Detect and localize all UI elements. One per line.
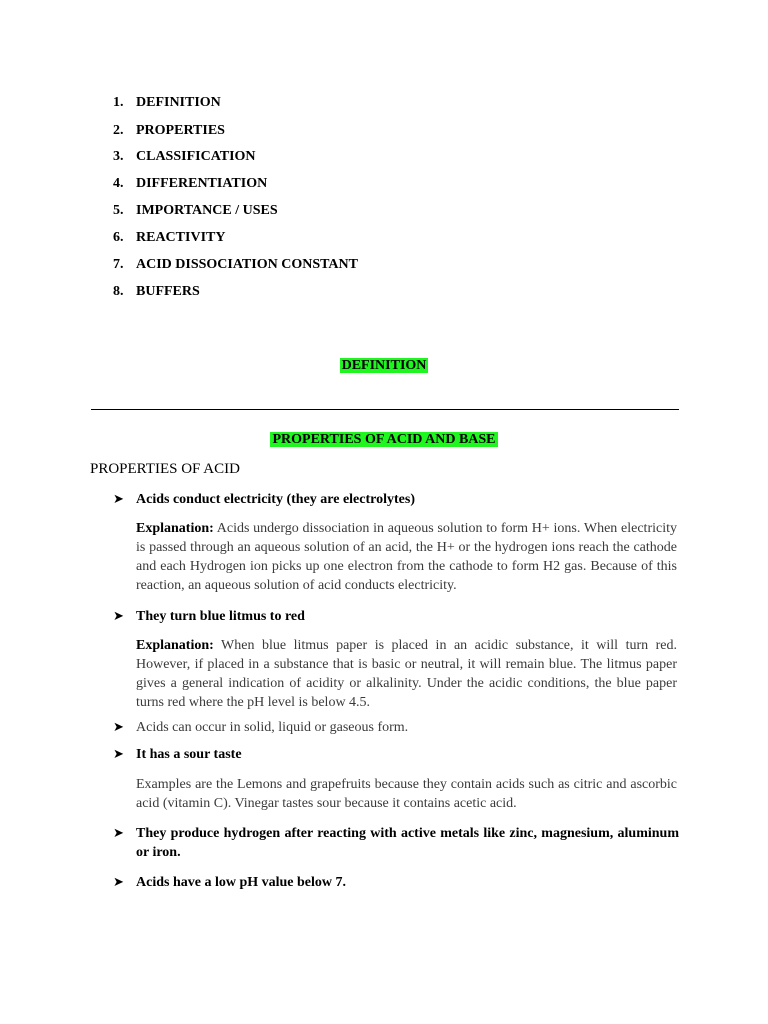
bullet-sour-taste — [113, 745, 679, 764]
toc-label: ACID DISSOCIATION CONSTANT — [136, 257, 358, 272]
toc-number: 3. — [113, 149, 124, 164]
bullet-text: Acids can occur in solid, liquid or gaseous form. — [136, 720, 409, 735]
bullet-blue-litmus — [113, 607, 679, 626]
definition-heading — [0, 358, 768, 374]
toc-label: IMPORTANCE / USES — [136, 203, 278, 218]
toc-label: CLASSIFICATION — [136, 149, 256, 164]
properties-heading-text: PROPERTIES OF ACID AND BASE — [272, 432, 496, 447]
toc-label: DEFINITION — [136, 95, 221, 110]
arrowhead-bullet-icon: ➤ — [113, 492, 124, 507]
definition-heading-text: DEFINITION — [341, 358, 427, 373]
bullet-text: It has a sour taste — [136, 747, 242, 762]
toc-label: DIFFERENTIATION — [136, 176, 268, 191]
bullet-text: Acids conduct electricity (they are electrolytes) — [136, 492, 415, 507]
toc-label: BUFFERS — [136, 284, 200, 299]
explanation-text: Acids undergo dissociation in aqueous solution to form H+ ions. When electricity is passed through an aqueous solution of an acid, the H+ or the hydrogen ions reach the cathode and each Hydrogen ion picks up one electron from the cathode to form H2 gas. Because of this reaction, an aqueous solution of acid conducts electricity. — [136, 521, 677, 593]
bullet-conduct-electricity — [113, 490, 679, 509]
explanation-paragraph-electricity — [136, 519, 677, 595]
toc-number: 4. — [113, 176, 124, 191]
toc-number: 5. — [113, 203, 124, 218]
toc-number: 7. — [113, 257, 124, 272]
toc-number: 2. — [113, 123, 124, 138]
properties-heading — [0, 432, 768, 448]
toc-item-differentiation — [113, 176, 267, 192]
bullet-forms — [113, 718, 679, 737]
toc-number: 1. — [113, 95, 124, 110]
toc-label: PROPERTIES — [136, 123, 225, 138]
properties-of-acid-title: PROPERTIES OF ACID — [90, 461, 240, 477]
bullet-text: They produce hydrogen after reacting with active metals like zinc, magnesium, aluminum or iron. — [136, 826, 679, 860]
toc-item-acid-dissociation-constant — [113, 257, 358, 273]
toc-item-definition — [113, 95, 221, 111]
explanation-label: Explanation: — [136, 638, 214, 653]
explanation-paragraph-litmus — [136, 636, 677, 712]
toc-number: 6. — [113, 230, 124, 245]
arrowhead-bullet-icon: ➤ — [113, 826, 124, 841]
explanation-label: Explanation: — [136, 521, 214, 536]
bullet-text: They turn blue litmus to red — [136, 609, 305, 624]
arrowhead-bullet-icon: ➤ — [113, 720, 124, 735]
arrowhead-bullet-icon: ➤ — [113, 747, 124, 762]
bullet-text: Acids have a low pH value below 7. — [136, 875, 347, 890]
arrowhead-bullet-icon: ➤ — [113, 875, 124, 890]
toc-item-classification — [113, 149, 256, 165]
horizontal-rule — [91, 409, 679, 410]
toc-item-properties — [113, 123, 225, 139]
toc-number: 8. — [113, 284, 124, 299]
toc-item-importance — [113, 203, 278, 219]
toc-item-buffers — [113, 284, 200, 300]
bullet-low-ph — [113, 873, 679, 892]
toc-item-reactivity — [113, 230, 225, 246]
explanation-text: When blue litmus paper is placed in an acidic substance, it will turn red. However, if placed in a substance that is basic or neutral, it will remain blue. The litmus paper gives a general indication of acidity or alkalinity. Under the acidic conditions, the blue paper turns red where the pH level is below 4.5. — [136, 638, 677, 710]
bullet-produce-hydrogen — [113, 824, 679, 862]
examples-paragraph: Examples are the Lemons and grapefruits because they contain acids such as citric and ascorbic acid (vitamin C). Vinegar tastes sour because it contains acetic acid. — [136, 777, 677, 811]
toc-label: REACTIVITY — [136, 230, 226, 245]
arrowhead-bullet-icon: ➤ — [113, 609, 124, 624]
